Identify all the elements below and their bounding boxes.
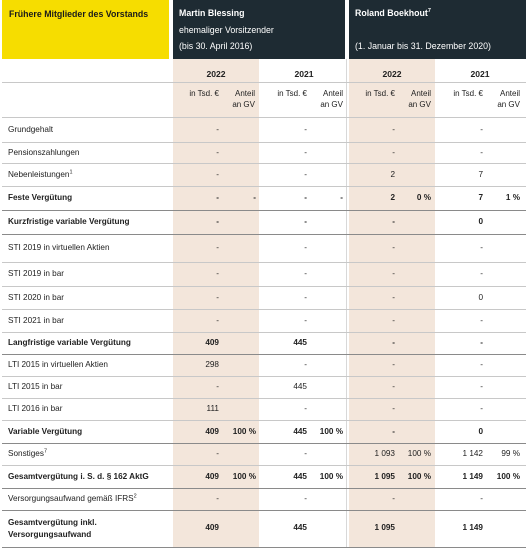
row-label-text: LTI 2015 in bar [8,382,63,391]
table-cell: 99 % [501,449,520,458]
table-cell: 1 % [505,193,520,202]
table-cell: 100 % [407,449,431,458]
row-divider [2,210,526,211]
table-cell: - [216,147,219,157]
share-label [398,88,431,110]
table-cell: - [216,382,219,391]
table-cell: - [304,147,307,157]
person-period: (bis 30. April 2016) [179,41,253,51]
table-cell: - [480,382,483,391]
table-cell: 100 % [319,426,343,436]
table-cell: - [304,269,307,278]
person-name: Martin Blessing [179,8,245,18]
table-cell: - [216,269,219,278]
row-divider [2,465,526,466]
section-title: Frühere Mitglieder des Vorstands [9,9,149,19]
share-label [222,88,255,110]
table-cell: - [216,449,219,458]
row-label-text: Kurzfristige variable Vergütung [8,217,130,226]
table-cell: 0 % [416,193,431,202]
table-cell: - [304,292,307,302]
table-cell: 1 095 [374,523,395,532]
table-cell: 409 [205,426,219,436]
row-label [8,293,64,302]
person-name-text: Roland Boekhout [355,8,428,18]
table-cell: - [392,243,395,252]
row-divider [2,82,526,83]
row-label [8,404,62,413]
table-cell: - [480,125,483,134]
table-cell: - [392,494,395,503]
row-label-text: Variable Vergütung [8,426,83,436]
table-cell: 100 % [496,471,520,481]
row-label-text: Pensionszahlungen [8,147,80,157]
table-cell: - [340,193,343,202]
table-cell: - [216,243,219,252]
person-role: ehemaliger Vorsitzender [179,25,274,35]
table-cell: - [392,382,395,391]
table-cell: - [216,315,219,325]
table-cell: - [216,217,219,226]
table-cell: - [392,292,395,302]
table-cell: 409 [205,523,219,532]
table-cell: - [480,243,483,252]
row-divider [2,420,526,421]
year-header: 2021 [294,69,314,79]
row-label [8,517,97,541]
table-cell: - [392,426,395,436]
row-divider [2,376,526,377]
row-divider [2,309,526,310]
row-label [8,269,64,278]
table-cell: - [480,360,483,369]
share-label [310,88,343,110]
person-header-blessing [173,0,345,59]
table-cell: - [304,243,307,252]
person-period: (1. Januar bis 31. Dezember 2020) [355,41,491,51]
row-label [8,125,53,134]
table-cell: - [392,217,395,226]
year-header: 2021 [470,69,490,79]
table-cell: - [304,315,307,325]
row-divider [2,547,526,548]
table-cell: 0 [478,292,483,302]
row-label-text: Versorgungsaufwand gemäß IFRS [8,494,134,503]
table-cell: - [392,360,395,369]
row-divider [2,286,526,287]
table-cell: - [216,169,219,179]
table-cell: 1 142 [462,449,483,458]
table-cell: - [304,125,307,134]
row-divider [2,186,526,187]
table-cell: 100 % [319,471,343,481]
row-divider [2,234,526,235]
table-cell: 0 [478,426,483,436]
table-cell: 0 [478,217,483,226]
table-cell: - [480,494,483,503]
table-cell: 1 149 [462,523,483,532]
row-label [8,449,47,458]
table-cell: - [304,217,307,226]
footnote-marker: 7 [427,8,431,15]
table-cell: - [216,193,219,202]
table-cell: - [253,193,256,202]
row-label [8,360,108,369]
table-cell: 445 [293,382,307,391]
year-header: 2022 [382,69,402,79]
person-name [355,8,431,18]
row-label [8,382,62,391]
table-cell: - [392,315,395,325]
row-divider [2,117,526,118]
footnote-marker: 7 [43,448,48,455]
table-cell: 111 [206,404,219,413]
table-cell: - [304,494,307,503]
table-cell: - [304,360,307,369]
row-divider [2,510,526,511]
table-cell: 445 [293,426,307,436]
table-cell: 409 [205,338,219,347]
table-cell: 100 % [232,471,256,481]
table-cell: - [480,338,483,347]
person-header-boekhout [349,0,526,59]
table-cell: 1 093 [374,449,395,458]
row-label-text: Langfristige variable Vergütung [8,338,131,347]
row-label [8,494,137,503]
row-label-text: STI 2019 in virtuellen Aktien [8,243,110,252]
share-label [484,88,520,110]
row-label-text: LTI 2016 in bar [8,404,63,413]
share-label-line: an GV [408,100,431,109]
row-divider [2,163,526,164]
row-divider [2,332,526,333]
row-label-text: Gesamtvergütung i. S. d. § 162 AktG [8,471,149,481]
share-label-line: an GV [232,100,255,109]
footnote-marker: 2 [133,493,137,500]
unit-label: in Tsd. € [365,89,395,98]
table-cell: 1 149 [462,471,483,481]
row-label [8,243,110,252]
unit-label: in Tsd. € [189,89,219,98]
row-label-text: Grundgehalt [8,125,54,134]
row-label [8,148,79,157]
table-cell: - [216,125,219,134]
row-divider [2,488,526,489]
row-divider [2,262,526,263]
share-label-line: an GV [497,100,520,109]
table-cell: 2 [390,169,395,179]
table-cell: 2 [390,193,395,202]
table-cell: 1 095 [374,471,395,481]
unit-label: in Tsd. € [277,89,307,98]
table-cell: 7 [478,193,483,202]
table-cell: - [216,494,219,503]
row-label [8,316,64,325]
year-header: 2022 [206,69,226,79]
table-cell: 100 % [407,471,431,481]
row-label-text: STI 2021 in bar [8,315,64,325]
row-label-text: STI 2020 in bar [8,292,64,302]
table-cell: - [304,404,307,413]
row-label [8,338,131,347]
table-cell: 445 [293,338,307,347]
row-label-text: Feste Vergütung [8,193,73,202]
row-label-text: STI 2019 in bar [8,269,64,278]
table-cell: 100 % [232,426,256,436]
unit-label: in Tsd. € [453,89,483,98]
share-label-line: an GV [320,100,343,109]
row-label-text: Nebenleistungen [8,169,70,179]
table-cell: - [480,315,483,325]
share-label-line: Anteil [322,89,343,98]
table-cell: - [480,269,483,278]
table-cell: - [392,338,395,347]
table-cell: 7 [478,169,483,179]
row-divider [2,398,526,399]
row-label [8,427,82,436]
row-label [8,170,73,179]
table-cell: - [304,169,307,179]
row-label-text: LTI 2015 in virtuellen Aktien [8,360,108,369]
row-label [8,193,72,202]
table-cell: 445 [293,523,307,532]
share-label-line: Anteil [410,89,431,98]
row-label-text: Sonstiges [8,449,44,458]
table-cell: - [216,292,219,302]
row-label-line: Versorgungsaufwand [8,530,92,539]
table-cell: - [304,449,307,458]
row-label [8,217,129,226]
row-divider [2,443,526,444]
table-cell: 445 [293,471,307,481]
share-label-line: Anteil [234,89,255,98]
column-divider [346,59,347,547]
table-cell: 409 [205,471,219,481]
share-label-line: Anteil [499,89,520,98]
footnote-marker: 1 [69,168,73,175]
row-divider [2,354,526,355]
row-label [8,472,149,481]
table-cell: - [304,193,307,202]
table-cell: - [392,269,395,278]
table-cell: - [392,125,395,134]
table-cell: - [480,404,483,413]
row-label-line: Gesamtvergütung inkl. [8,518,97,527]
table-cell: 298 [205,360,219,369]
row-divider [2,142,526,143]
table-cell: - [392,404,395,413]
table-cell: - [480,147,483,157]
section-header [2,0,169,59]
table-cell: - [392,147,395,157]
